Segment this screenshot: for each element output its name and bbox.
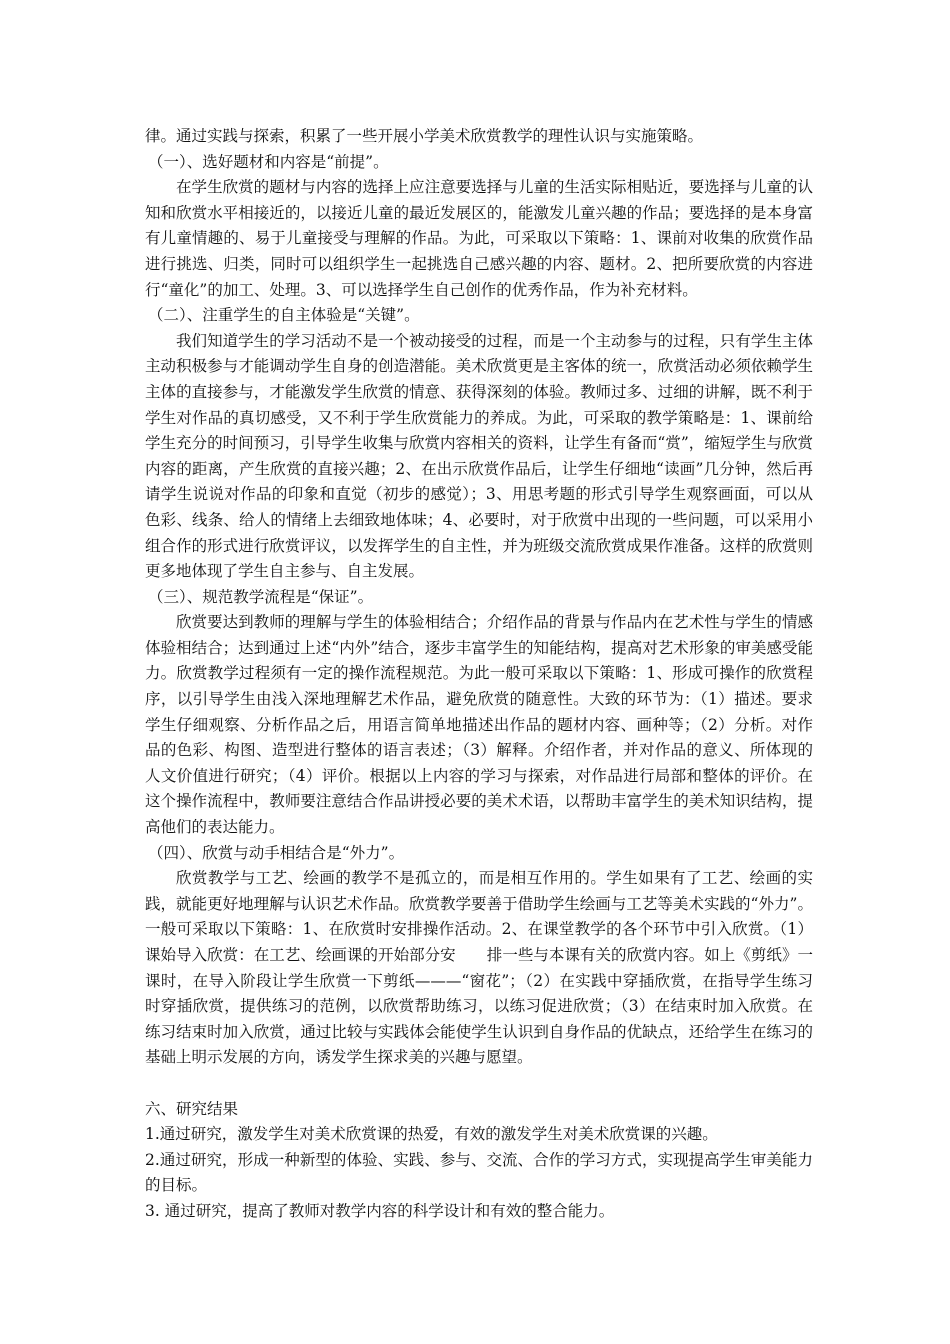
section-heading: （四）、欣赏与动手相结合是“外力”。 — [148, 843, 405, 862]
section-heading: （一）、选好题材和内容是“前提”。 — [148, 152, 389, 171]
body-paragraph: 在学生欣赏的题材与内容的选择上应注意要选择与儿童的生活实际相贴近，要选择与儿童的认知和欣赏水平相接近的，以接近儿童的最近发展区的，能激发儿童兴趣的作品；要选择的是本身富有儿童情趣的、易于儿童接受与理解的作品。为此，可采取以下策略：1、课前对收集的欣赏作品进行挑选、归类，同时可以组织学生一起挑选自己感兴趣的内容、题材。2、把所要欣赏的内容进行“童化”的加工、处理。3、可以选择学生自己创作的优秀作品，作为补充材料。 — [145, 178, 813, 299]
body-paragraph: 欣赏要达到教师的理解与学生的体验相结合；介绍作品的背景与作品内在艺术性与学生的情感体验相结合；达到通过上述“内外”结合，逐步丰富学生的知能结构，提高对艺术形象的审美感受能力。欣赏教学过程须有一定的操作流程规范。为此一般可采取以下策略：1、形成可操作的欣赏程序，以引导学生由浅入深地理解艺术作品，避免欣赏的随意性。大致的环节为：（1）描述。要求学生仔细观察、分析作品之后，用语言简单地描述出作品的题材内容、画种等；（2）分析。对作品的色彩、构图、造型进行整体的语言表述；（3）解释。介绍作者，并对作品的意义、所体现的人文价值进行研究；（4）评价。根据以上内容的学习与探索，对作品进行局部和整体的评价。在这个操作流程中，教师要注意结合作品讲授必要的美术术语，以帮助丰富学生的美术知识结构，提高他们的表达能力。 — [145, 613, 813, 837]
result-item: 1.通过研究，激发学生对美术欣赏课的热爱，有效的激发学生对美术欣赏课的兴趣。 — [145, 1125, 718, 1144]
section-heading: （二）、注重学生的自主体验是“关键”。 — [148, 306, 420, 325]
section-heading: （三）、规范教学流程是“保证”。 — [148, 587, 374, 606]
result-item: 2.通过研究，形成一种新型的体验、实践、参与、交流、合作的学习方式，实现提高学生审美能力的目标。 — [145, 1150, 813, 1195]
document-page — [145, 124, 813, 1225]
results-heading: 六、研究结果 — [145, 1099, 239, 1118]
body-paragraph: 欣赏教学与工艺、绘画的教学不是孤立的，而是相互作用的。学生如果有了工艺、绘画的实践，就能更好地理解与认识艺术作品。欣赏教学要善于借助学生绘画与工艺等美术实践的“外力”。一般可采取以下策略：1、在欣赏时安排操作活动。2、在课堂教学的各个环节中引入欣赏。（1）课始导入欣赏：在工艺、绘画课的开始部分安 排一些与本课有关的欣赏内容。如上《剪纸》一课时，在导入阶段让学生欣赏一下剪纸———“窗花”；（2）在实践中穿插欣赏，在指导学生练习时穿插欣赏，提供练习的范例，以欣赏帮助练习，以练习促进欣赏；（3）在结束时加入欣赏。在练习结束时加入欣赏，通过比较与实践体会能使学生认识到自身作品的优缺点，还给学生在练习的基础上明示发展的方向，诱发学生探求美的兴趣与愿望。 — [145, 869, 813, 1067]
result-item: 3. 通过研究，提高了教师对教学内容的科学设计和有效的整合能力。 — [145, 1201, 615, 1220]
blank-line — [145, 1071, 813, 1097]
body-paragraph: 律。通过实践与探索，积累了一些开展小学美术欣赏教学的理性认识与实施策略。 — [145, 127, 704, 145]
body-paragraph: 我们知道学生的学习活动不是一个被动接受的过程，而是一个主动参与的过程，只有学生主体主动积极参与才能调动学生自身的创造潜能。美术欣赏更是主客体的统一，欣赏活动必须依赖学生主体的直接参与，才能激发学生欣赏的情意、获得深刻的体验。教师过多、过细的讲解，既不利于学生对作品的真切感受，又不利于学生欣赏能力的养成。为此，可采取的教学策略是：1、课前给学生充分的时间预习，引导学生收集与欣赏内容相关的资料，让学生有备而“赏”，缩短学生与欣赏内容的距离，产生欣赏的直接兴趣；2、在出示欣赏作品后，让学生仔细地“读画”几分钟，然后再请学生说说对作品的印象和直觉（初步的感觉）；3、用思考题的形式引导学生观察画面，可以从色彩、线条、给人的情绪上去细致地体味；4、必要时，对于欣赏中出现的一些问题，可以采用小组合作的形式进行欣赏评议，以发挥学生的自主性，并为班级交流欣赏成果作准备。这样的欣赏则更多地体现了学生自主参与、自主发展。 — [145, 331, 813, 581]
